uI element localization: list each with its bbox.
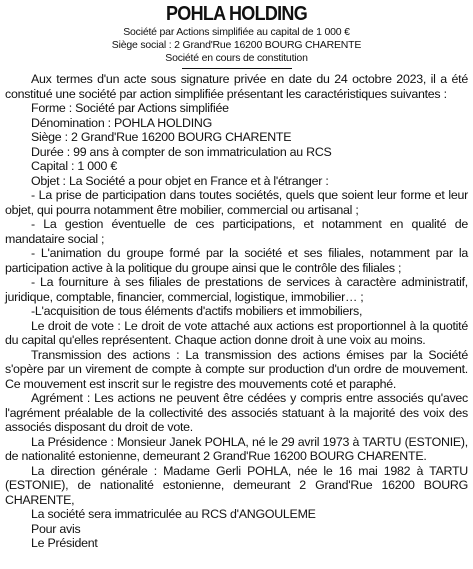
share-transfer-paragraph: Transmission des actions : La transmission des actions émises par la Société s'opère par un virement de compte à compte sur production d'un ordre de mouvement. Ce mouvement est inscrit sur le registre des mouvements coté et paraphé. (5, 347, 468, 391)
status-line: Société en cours de constitution (165, 52, 308, 64)
object-line: Objet : La Société a pour objet en France et à l'étranger : (31, 173, 329, 188)
object-item: - La gestion éventuelle de ces participations, et notamment en qualité de mandataire social ; (5, 217, 468, 246)
presidency-paragraph: La Présidence : Monsieur Janek POHLA, né le 29 avril 1973 à TARTU (ESTONIE), de nationalité estonienne, demeurant 2 Grand'Rue 16200 BOURG CHARENTE. (5, 434, 468, 463)
pour-avis-line: Pour avis (31, 521, 81, 536)
intro-paragraph: Aux termes d'un acte sous signature privée en date du 24 octobre 2023, il a été constitué une société par action simplifiée présentant les caractéristiques suivantes : (5, 72, 468, 101)
duration-line: Durée : 99 ans à compter de son immatriculation au RCS (31, 144, 332, 159)
capital-paragraph: Capital : 1 000 € (31, 159, 117, 173)
company-title: POHLA HOLDING (166, 3, 307, 25)
seat-paragraph: Siège : 2 Grand'Rue 16200 BOURG CHARENTE (31, 130, 292, 144)
capital-line: Société par Actions simplifiée au capital de 1 000 € (123, 26, 350, 38)
approval-paragraph: Agrément : Les actions ne peuvent être cédées y compris entre associés qu'avec l'agrément préalable de la collectivité des associés statuant à la majorité des voix des associés disposant du droit de vote. (5, 391, 468, 434)
notice-body (5, 72, 468, 551)
object-item: - L'animation du groupe formé par la société et ses filiales, notamment par la participation active à la politique du groupe ainsi que le contrôle des filiales ; (5, 246, 468, 275)
object-item: - La fourniture à ses filiales de prestations de services à caractère administratif, juridique, comptable, financier, commercial, logistique, immobilier… ; (5, 275, 468, 304)
registration-line: La société sera immatriculée au RCS d'ANGOULEME (31, 507, 316, 521)
signature-line: Le Président (31, 536, 98, 550)
object-item: -L'acquisition de tous éléments d'actifs mobiliers et immobiliers, (31, 304, 363, 318)
denomination-line: Dénomination : POHLA HOLDING (31, 115, 213, 130)
general-management-paragraph: La direction générale : Madame Gerli POHLA, née le 16 mai 1982 à TARTU (ESTONIE), de nationalité estonienne, demeurant 2 Grand'Rue 16200 BOURG CHARENTE, (5, 463, 468, 507)
divider (182, 68, 292, 69)
object-item: - La prise de participation dans toutes sociétés, quels que soient leur forme et leur objet, qui pourra notamment être mobilier, commercial ou artisanal ; (5, 188, 468, 217)
seat-line: Siège social : 2 Grand'Rue 16200 BOURG CHARENTE (111, 39, 362, 51)
form-line: Forme : Société par Actions simplifiée (31, 101, 229, 115)
voting-right-paragraph: Le droit de vote : Le droit de vote attaché aux actions est proportionnel à la quotité du capital qu'elles représentent. Chaque action donne droit à une voix au moins. (5, 318, 468, 347)
